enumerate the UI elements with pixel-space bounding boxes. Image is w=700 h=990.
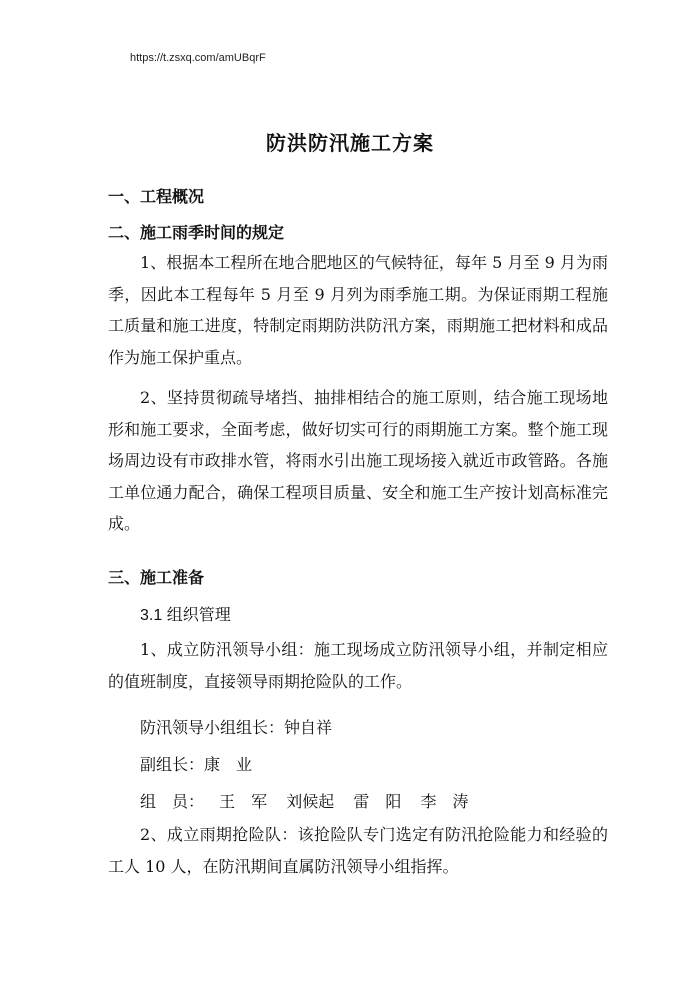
section-2-paragraph-1: 1、根据本工程所在地合肥地区的气候特征，每年 5 月至 9 月为雨季，因此本工程每年 5 月至 9 月列为雨季施工期。为保证雨期工程施工质量和施工进度，特制定雨期防洪防汛方案，雨期施工把材料和成品作为施工保护重点。 bbox=[108, 253, 608, 367]
section-3-paragraph-1: 1、成立防汛领导小组：施工现场成立防汛领导小组，并制定相应的值班制度，直接领导雨期抢险队的工作。 bbox=[108, 640, 608, 691]
section-3-1-heading: 3.1 组织管理 bbox=[140, 607, 231, 624]
section-1-heading: 一、工程概况 bbox=[108, 187, 205, 206]
deputy-leader-line: 副组长：康 业 bbox=[140, 755, 253, 774]
member-name: 李 涛 bbox=[420, 792, 469, 811]
member-name: 雷 阳 bbox=[353, 792, 402, 811]
members-label: 组 员： bbox=[140, 792, 205, 811]
section-2-heading: 二、施工雨季时间的规定 bbox=[108, 223, 285, 242]
section-2-paragraph-2: 2、坚持贯彻疏导堵挡、抽排相结合的施工原则，结合施工现场地形和施工要求，全面考虑，做好切实可行的雨期施工方案。整个施工现场周边设有市政排水管，将雨水引出施工现场接入就近市政管路。各施工单位通力配合，确保工程项目质量、安全和施工生产按计划高标准完成。 bbox=[108, 388, 608, 533]
member-name: 王 军 bbox=[219, 792, 268, 811]
section-3-heading: 三、施工准备 bbox=[108, 568, 205, 587]
member-name: 刘候起 bbox=[286, 792, 335, 811]
team-members-line bbox=[108, 791, 640, 813]
team-leader-line: 防汛领导小组组长：钟自祥 bbox=[140, 718, 333, 737]
section-3-paragraph-2: 2、成立雨期抢险队：该抢险队专门选定有防汛抢险能力和经验的工人 10 人，在防汛期间直属防汛领导小组指挥。 bbox=[108, 825, 608, 876]
source-url: https://t.zsxq.com/amUBqrF bbox=[130, 52, 266, 64]
document-title: 防洪防汛施工方案 bbox=[266, 131, 434, 155]
